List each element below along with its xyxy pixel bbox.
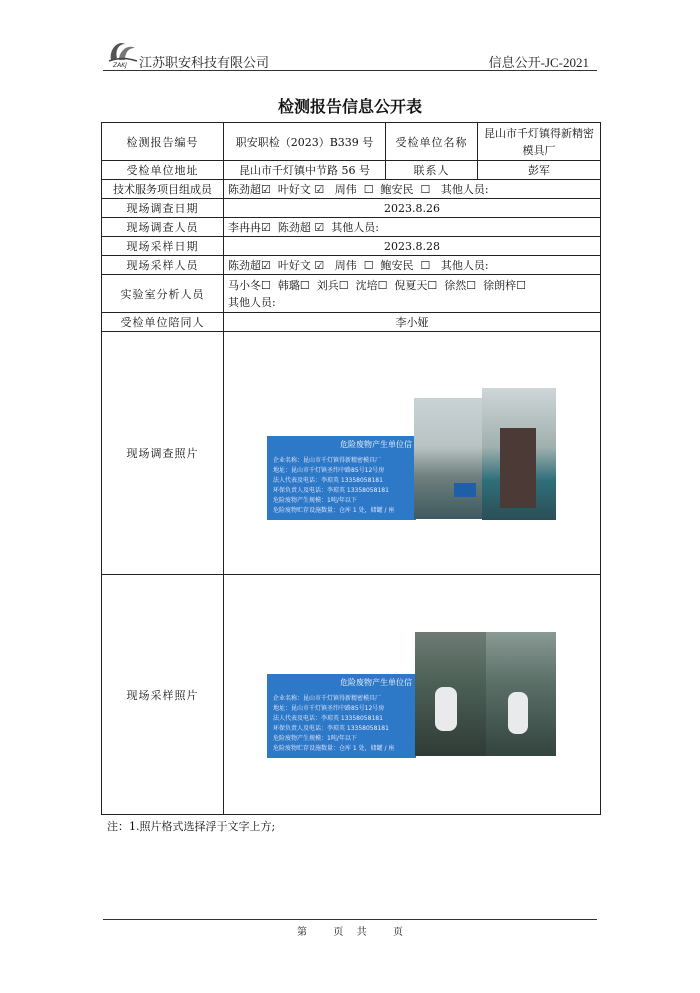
sign-line: 危险废物贮存设施数量：仓库 1 处，储罐 / 座: [273, 507, 395, 514]
document-code: 信息公开-JC-2021: [488, 55, 589, 70]
page-title: 检测报告信息公开表: [277, 97, 422, 116]
table-row: [102, 123, 601, 161]
sign-line: 危险废物产生规模：1吨/年以下: [273, 735, 357, 742]
sign-line: 危险废物产生规模：1吨/年以下: [273, 497, 357, 504]
sampling-photo-label: 现场采样照片: [102, 575, 224, 815]
footer-divider: [103, 919, 597, 920]
table-row: [102, 256, 601, 275]
hazardous-waste-sign-photo: [267, 674, 416, 758]
press-machine-photo: [482, 388, 556, 520]
header-divider: [103, 70, 597, 71]
footnote: 注：1.照片格式选择浮于文字上方;: [107, 820, 276, 833]
address-value: 昆山市千灯镇中节路 56 号: [224, 161, 386, 180]
team-label: 技术服务项目组成员: [102, 180, 224, 199]
sampling-staff-value: 陈劲超☑ 叶好文 ☑ 周伟 ☐ 鲍安民 ☐ 其他人员:: [224, 256, 601, 275]
sign-line: 危险废物贮存设施数量：仓库 1 处，储罐 / 座: [273, 745, 395, 752]
table-row: [102, 180, 601, 199]
survey-staff-label: 现场调查人员: [102, 218, 224, 237]
table-row: [102, 332, 601, 575]
survey-date-label: 现场调查日期: [102, 199, 224, 218]
escort-value: 李小娅: [224, 313, 601, 332]
table-row: [102, 237, 601, 256]
sign-line: 法人代表及电话：李琼英 13358058181: [273, 477, 383, 484]
page-footer: 第 页 共 页: [297, 927, 403, 938]
sign-line: 企业名称：昆山市千灯镇得新精密模具厂: [273, 457, 382, 464]
lab-value-line2: 其他人员:: [228, 295, 276, 309]
sign-heading: 危险废物产生单位信: [340, 440, 412, 449]
company-name: 江苏职安科技有限公司: [139, 56, 270, 71]
sampler-device: [508, 692, 528, 734]
sampling-staff-label: 现场采样人员: [102, 256, 224, 275]
sampling-photo-cell: [224, 575, 601, 815]
sampler-device: [435, 687, 457, 731]
inspected-unit-value: 昆山市千灯镇得新精密模具厂: [478, 123, 601, 161]
address-label: 受检单位地址: [102, 161, 224, 180]
lab-label: 实验室分析人员: [102, 275, 224, 313]
hazardous-waste-sign-photo: [267, 436, 416, 520]
sign-line: 地址：昆山市千灯镇圣纬中路85号12号房: [273, 467, 385, 474]
sign-line: 环保负责人及电话：李琼英 13358058181: [273, 487, 389, 494]
report-no-label: 检测报告编号: [102, 123, 224, 161]
survey-staff-value: 李冉冉☑ 陈劲超 ☑ 其他人员:: [224, 218, 601, 237]
sign-heading: 危险废物产生单位信: [340, 678, 412, 687]
contact-label: 联系人: [386, 161, 478, 180]
table-row: [102, 575, 601, 815]
info-table: [101, 122, 601, 815]
sign-line: 地址：昆山市千灯镇圣纬中路85号12号房: [273, 705, 385, 712]
sign-line: 环保负责人及电话：李琼英 13358058181: [273, 725, 389, 732]
logo-text: ZAKJ: [113, 62, 127, 69]
lab-value-line1: 马小冬☐ 韩璐☐ 刘兵☐ 沈培☐ 倪夏天☐ 徐然☐ 徐朗梓☐: [228, 278, 526, 292]
table-row: [102, 313, 601, 332]
report-no-value: 职安职检（2023）B339 号: [224, 123, 386, 161]
table-row: [102, 199, 601, 218]
sign-line: 企业名称：昆山市千灯镇得新精密模具厂: [273, 695, 382, 702]
blue-crate: [454, 483, 476, 497]
sampling-date-label: 现场采样日期: [102, 237, 224, 256]
workshop-photo: [414, 398, 485, 519]
survey-photo-label: 现场调查照片: [102, 332, 224, 575]
inspected-unit-label: 受检单位名称: [386, 123, 478, 161]
survey-photo-cell: [224, 332, 601, 575]
page-header: [103, 34, 597, 74]
press-machine: [500, 428, 536, 508]
table-row: [102, 218, 601, 237]
table-row: [102, 161, 601, 180]
sign-line: 法人代表及电话：李琼英 13358058181: [273, 715, 383, 722]
contact-value: 彭军: [478, 161, 601, 180]
sampling-device-photo-1: [415, 632, 486, 756]
lab-value: [224, 275, 601, 313]
team-value: 陈劲超☑ 叶好文 ☑ 周伟 ☐ 鲍安民 ☐ 其他人员:: [224, 180, 601, 199]
escort-label: 受检单位陪同人: [102, 313, 224, 332]
survey-date-value: 2023.8.26: [224, 199, 601, 218]
table-row: [102, 275, 601, 313]
sampling-device-photo-2: [486, 632, 556, 756]
sampling-date-value: 2023.8.28: [224, 237, 601, 256]
